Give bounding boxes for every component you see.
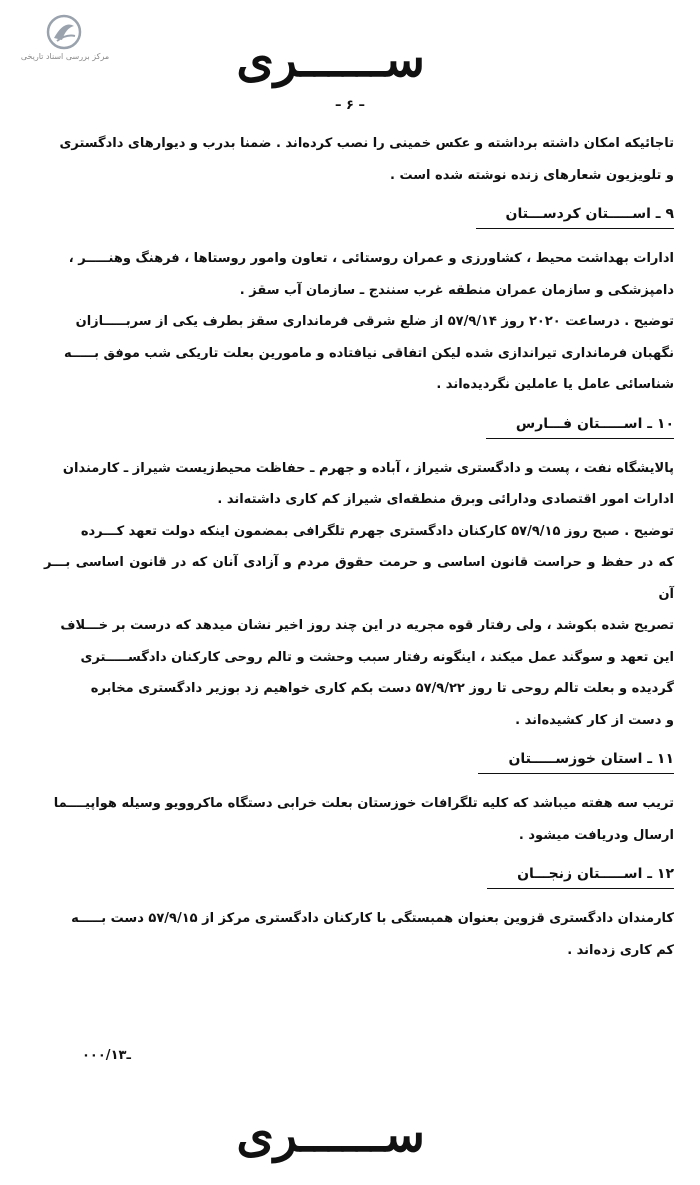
- section-line: توضیح . درساعت ۲۰۲۰ روز ۵۷/۹/۱۴ از ضلع شرقی فرمانداری سقز بطرف یکی از سربـــــازان: [75, 314, 674, 329]
- intro-line: و تلویزیون شعارهای زنده نوشته شده است .: [390, 167, 674, 183]
- section-line: کم کاری زده‌اند .: [567, 942, 674, 958]
- page-number: – ۶ –: [335, 98, 365, 113]
- section-line: ادارات امور اقتصادی ودارائی وبرق منطقه‌ای شیراز کم کاری داشته‌اند .: [217, 492, 674, 507]
- section-heading: ۱۲ ـ اســـــتان زنجـــان: [487, 859, 674, 889]
- section-line: ادارات بهداشت محیط ، کشاورزی و عمران روستائی ، تعاون وامور روستاها ، فرهنگ وهنـــــر ،: [68, 251, 674, 266]
- archive-logo-icon: [46, 14, 82, 50]
- section-line: تصریح شده بکوشد ، ولی رفتار قوه مجریه در این چند روز اخیر نشان میدهد که درست بر خـــلاف: [60, 618, 674, 633]
- intro-line: تاجائیکه امکان داشته برداشته و عکس خمینی را نصب کرده‌اند . ضمنا بدرب و دیوارهای دادگستری: [59, 136, 674, 151]
- intro-block: [44, 128, 674, 191]
- section-line: تریب سه هفته میباشد که کلیه تلگرافات خوزستان بعلت خرابی دستگاه ماکروویو وسیله هواپیــــما: [53, 796, 674, 811]
- section-line: این تعهد و سوگند عمل میکند ، اینگونه رفتار سبب وحشت و تالم روحی کارکنان دادگســـــتری: [80, 649, 674, 665]
- document-body: [44, 128, 674, 970]
- section-line: دامپزشکی و سازمان عمران منطقه غرب سنندج ـ سازمان آب سقز .: [239, 282, 674, 298]
- section-khuzestan: [44, 740, 674, 851]
- classification-stamp-top: ســــــری: [236, 32, 425, 88]
- section-line: نگهبان فرمانداری تیراندازی شده لیکن اتفاقی نیافتاده و مامورین بعلت تاریکی شب موفق بـــــه: [63, 345, 674, 361]
- section-line: که در حفظ و حراست قانون اساسی و حرمت حقوق مردم و آزادی آنان که در قانون اساسی بـــر آن: [44, 555, 674, 602]
- archive-watermark: [10, 14, 115, 64]
- watermark-text: مرکز بررسی اسناد تاریخی: [20, 52, 110, 61]
- section-kurdistan: [44, 195, 674, 401]
- section-heading: ۹ ـ اســـــتان کردســـتان: [476, 199, 674, 229]
- section-line: ارسال ودریافت میشود .: [518, 827, 674, 843]
- section-line: پالایشگاه نفت ، پست و دادگستری شیراز ، آباده و جهرم ـ حفاظت محیط‌زیست شیراز ـ کارمندان: [62, 460, 674, 476]
- section-line: شناسائی عامل یا عاملین نگردیده‌اند .: [436, 377, 674, 392]
- classification-stamp-bottom: ســــــری: [236, 1107, 425, 1163]
- section-line: و دست از کار کشیده‌اند .: [515, 712, 674, 728]
- document-code: ۰۰۰/ـ۱۳: [82, 1048, 131, 1063]
- section-heading: ۱۰ ـ اســـــتان فـــارس: [486, 409, 674, 439]
- section-zanjan: [44, 855, 674, 966]
- section-line: توضیح . صبح روز ۵۷/۹/۱۵ کارکنان دادگستری جهرم تلگرافی بمضمون اینکه دولت تعهد کـــرده: [80, 523, 674, 539]
- section-line: گردیده و بعلت تالم روحی تا روز ۵۷/۹/۲۲ دست بکم کاری خواهیم زد بوزیر دادگستری مخابره: [90, 681, 674, 696]
- section-heading: ۱۱ ـ استان خوزســـــتان: [478, 744, 674, 774]
- section-line: کارمندان دادگستری قزوین بعنوان همبستگی با کارکنان دادگستری مرکز از ۵۷/۹/۱۵ دست بـــــه: [71, 911, 674, 926]
- section-fars: [44, 405, 674, 737]
